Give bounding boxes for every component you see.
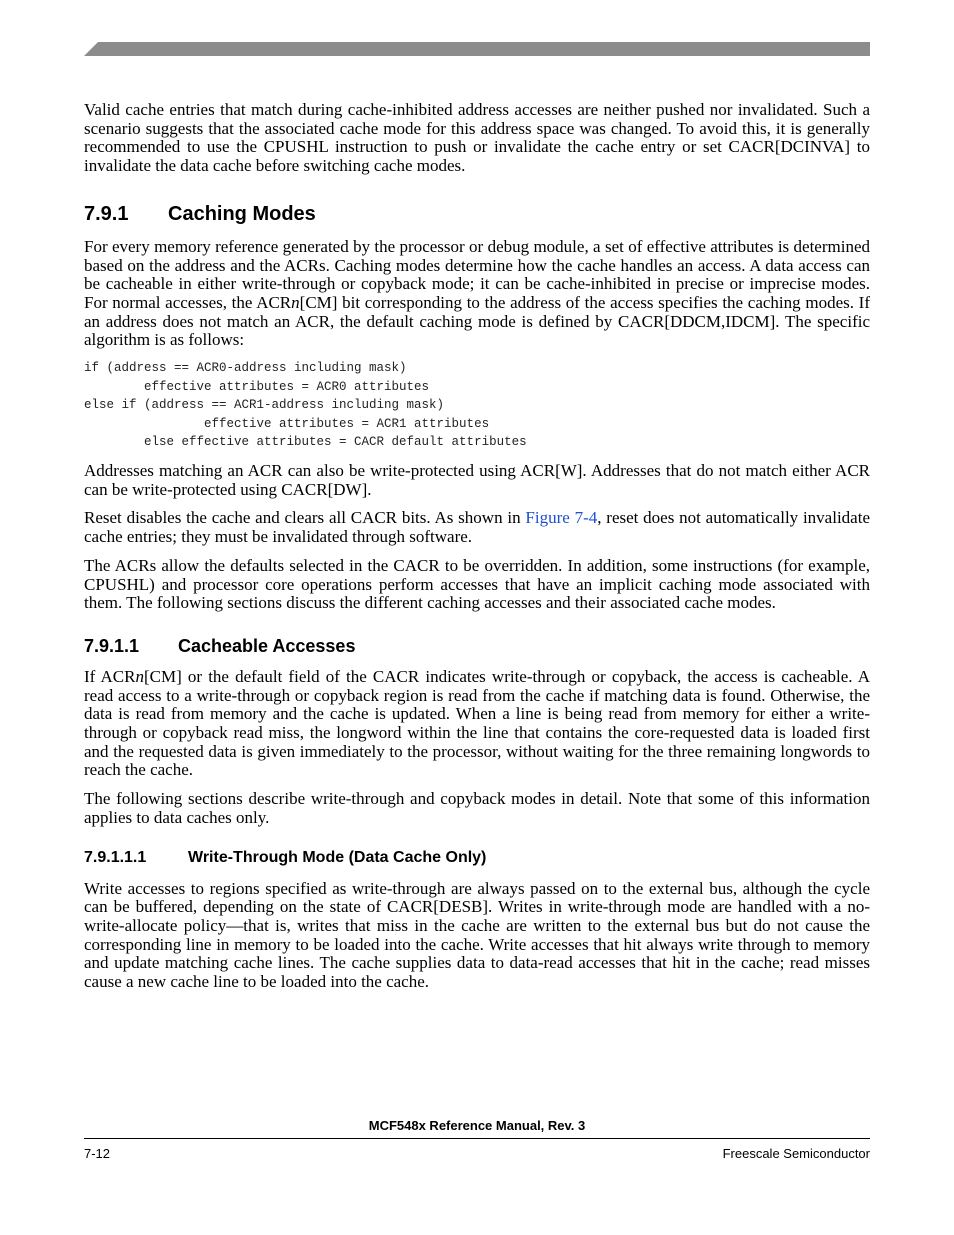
algorithm-code-block: if (address == ACR0-address including mask) effective attributes = ACR0 attributes else if (address == ACR1-address including mask) effective attributes = ACR1 attributes else effective attributes = CACR default attributes	[84, 361, 527, 450]
section-number: 7.9.1	[84, 202, 129, 225]
text-run: Reset disables the cache and clears all CACR bits. As shown in	[84, 508, 526, 528]
intro-paragraph: Valid cache entries that match during cache-inhibited address accesses are neither pushed nor invalidated. Such a scenario suggests that the associated cache mode for this address space was changed. To avoid this, it is generally recommended to use the CPUSHL instruction to push or invalidate the cache entry or set CACR[DCINVA] to invalidate the data cache before switching cache modes.	[84, 100, 870, 176]
caching-modes-paragraph-1	[84, 238, 870, 350]
caching-modes-paragraph-3	[84, 509, 870, 546]
text-run: [CM] bit corresponding to the address of the access specifies the caching modes. If an address does not match an ACR, the default caching mode is defined by CACR[DDCM,IDCM]. The specific algorithm is as follows:	[84, 292, 870, 350]
section-number: 7.9.1.1	[84, 635, 140, 656]
section-number: 7.9.1.1.1	[84, 848, 147, 866]
caching-modes-paragraph-4: The ACRs allow the defaults selected in the CACR to be overridden. In addition, some instructions (for example, CPUSHL) and processor core operations perform accesses that have an implicit caching mode associated with them. The following sections discuss the different caching accesses and their associated cache modes.	[84, 555, 870, 613]
section-heading-7-9-1	[84, 202, 870, 226]
section-title: Write-Through Mode (Data Cache Only)	[188, 848, 487, 866]
text-run: If ACR	[84, 666, 136, 686]
cacheable-accesses-paragraph-2: The following sections describe write-through and copyback modes in detail. Note that some of this information applies to data caches only.	[84, 789, 870, 827]
section-heading-7-9-1-1-1	[84, 848, 870, 868]
section-title: Caching Modes	[168, 202, 316, 225]
section-title: Cacheable Accesses	[178, 635, 356, 656]
page-number: 7-12	[84, 1146, 111, 1161]
caching-modes-paragraph-2: Addresses matching an ACR can also be write-protected using ACR[W]. Addresses that do not match either ACR can be write-protected using CACR[DW].	[84, 461, 870, 499]
header-bar	[84, 42, 870, 56]
write-through-paragraph-1: Write accesses to regions specified as write-through are always passed on to the external bus, although the cycle can be buffered, depending on the state of CACR[DESB]. Writes in write-through mode are handled with a no-write-allocate policy—that is, writes that miss in the cache are written to the external bus but do not cause the corresponding line in memory to be loaded into the cache. Write accesses that hit always write through to memory and update matching cache lines. The cache supplies data to data-read accesses that hit in the cache; read misses cause a new cache line to be loaded into the cache.	[84, 878, 870, 992]
figure-7-4-link[interactable]: Figure 7-4	[525, 508, 598, 528]
cacheable-accesses-paragraph-1	[84, 668, 870, 780]
text-run: [CM] or the default field of the CACR indicates write-through or copyback, the access is cacheable. A read access to a write-through or copyback region is read from the cache if matching data is found. Otherwise, the data is read from memory and the cache is updated. When a line is being read from memory for either a write-through or copyback read miss, the longword within the line that contains the core-requested data is loaded first and the requested data is given immediately to the processor, without waiting for the three remaining longwords to reach the cache.	[84, 666, 870, 780]
section-heading-7-9-1-1	[84, 635, 870, 657]
text-run: For every memory reference generated by the processor or debug module, a set of effective attributes is determined based on the address and the ACRs. Caching modes determine how the cache handles an access. A data access can be cacheable in either write-through or copyback mode; it can be cache-inhibited in precise or imprecise modes. For normal accesses, the ACR	[84, 236, 870, 312]
page-content	[84, 101, 870, 992]
company-name: Freescale Semiconductor	[722, 1146, 870, 1161]
footer-rule	[84, 1138, 870, 1139]
footer-title: MCF548x Reference Manual, Rev. 3	[368, 1118, 586, 1133]
text-run: , reset does not automatically invalidate cache entries; they must be invalidated through software.	[84, 508, 870, 547]
italic-n: n	[291, 292, 300, 312]
italic-n: n	[135, 666, 144, 686]
